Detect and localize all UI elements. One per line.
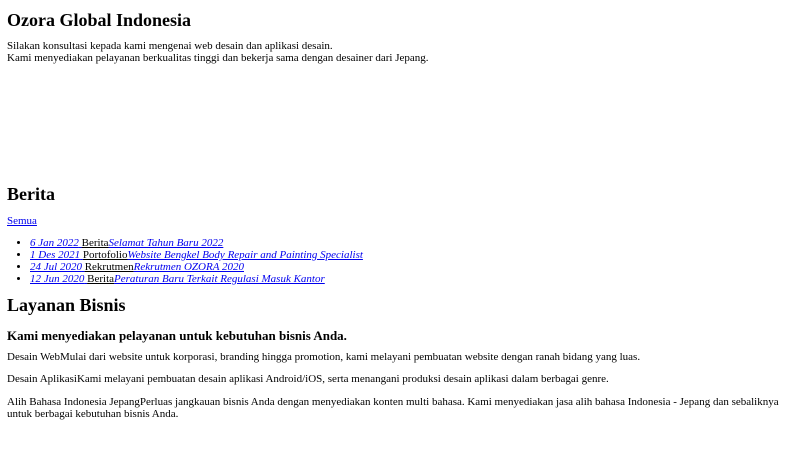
news-item-title: Website Bengkel Body Repair and Painting Specialist (127, 249, 363, 261)
service-description: Kami melayani pembuatan desain aplikasi Android/iOS, serta menangani produksi desain aplikasi dalam berbagai genre. (76, 373, 609, 385)
intro-line-1: Silakan konsultasi kepada kami mengenai web desain dan aplikasi desain. (7, 40, 333, 52)
service-title: Desain Web (7, 351, 60, 363)
news-list (7, 237, 793, 285)
service-title: Desain Aplikasi (7, 373, 77, 385)
news-item-link[interactable] (30, 249, 363, 261)
news-heading: Berita (7, 184, 55, 204)
page (0, 10, 800, 420)
services-subheading: Kami menyediakan pelayanan untuk kebutuhan bisnis Anda. (7, 328, 347, 343)
news-item-title: Selamat Tahun Baru 2022 (108, 237, 224, 249)
news-item-date: 6 Jan 2022 (30, 237, 79, 249)
news-all-link[interactable]: Semua (7, 215, 37, 227)
news-all-link-row (7, 215, 793, 227)
news-item-link[interactable] (30, 261, 244, 273)
news-item-date: 24 Jul 2020 (30, 261, 82, 273)
service-item-desain-aplikasi (7, 373, 793, 385)
banner-placeholder (7, 64, 793, 184)
news-item-date: 12 Jun 2020 (30, 273, 85, 285)
news-item-category: Berita (81, 237, 109, 249)
news-item-category: Berita (87, 273, 115, 285)
service-item-alih-bahasa (7, 396, 793, 420)
site-title: Ozora Global Indonesia (7, 10, 192, 30)
news-item-title: Rekrutmen OZORA 2020 (133, 261, 244, 273)
service-title: Alih Bahasa Indonesia Jepang (7, 396, 140, 408)
news-item (30, 273, 793, 285)
news-item-category: Portofolio (82, 249, 128, 261)
news-item-date: 1 Des 2021 (30, 249, 81, 261)
intro-line-2: Kami menyediakan pelayanan berkualitas tinggi dan bekerja sama dengan desainer dari Jepang. (7, 52, 429, 64)
news-item-link[interactable] (30, 273, 325, 285)
services-heading: Layanan Bisnis (7, 295, 126, 315)
service-description: Mulai dari website untuk korporasi, branding hingga promotion, kami melayani pembuatan website dengan ranah bidang yang luas. (59, 351, 641, 363)
news-item-link[interactable] (30, 237, 223, 249)
news-item (30, 249, 793, 261)
news-item-category: Rekrutmen (84, 261, 134, 273)
news-item (30, 237, 793, 249)
service-item-desain-web (7, 351, 793, 363)
service-description: Perluas jangkauan bisnis Anda dengan menyediakan konten multi bahasa. Kami menyediakan jasa alih bahasa Indonesia - Jepang dan sebaliknya untuk berbagai kebutuhan bisnis Anda. (7, 396, 779, 420)
news-item-title: Peraturan Baru Terkait Regulasi Masuk Kantor (114, 273, 325, 285)
intro-text (7, 40, 793, 64)
news-item (30, 261, 793, 273)
